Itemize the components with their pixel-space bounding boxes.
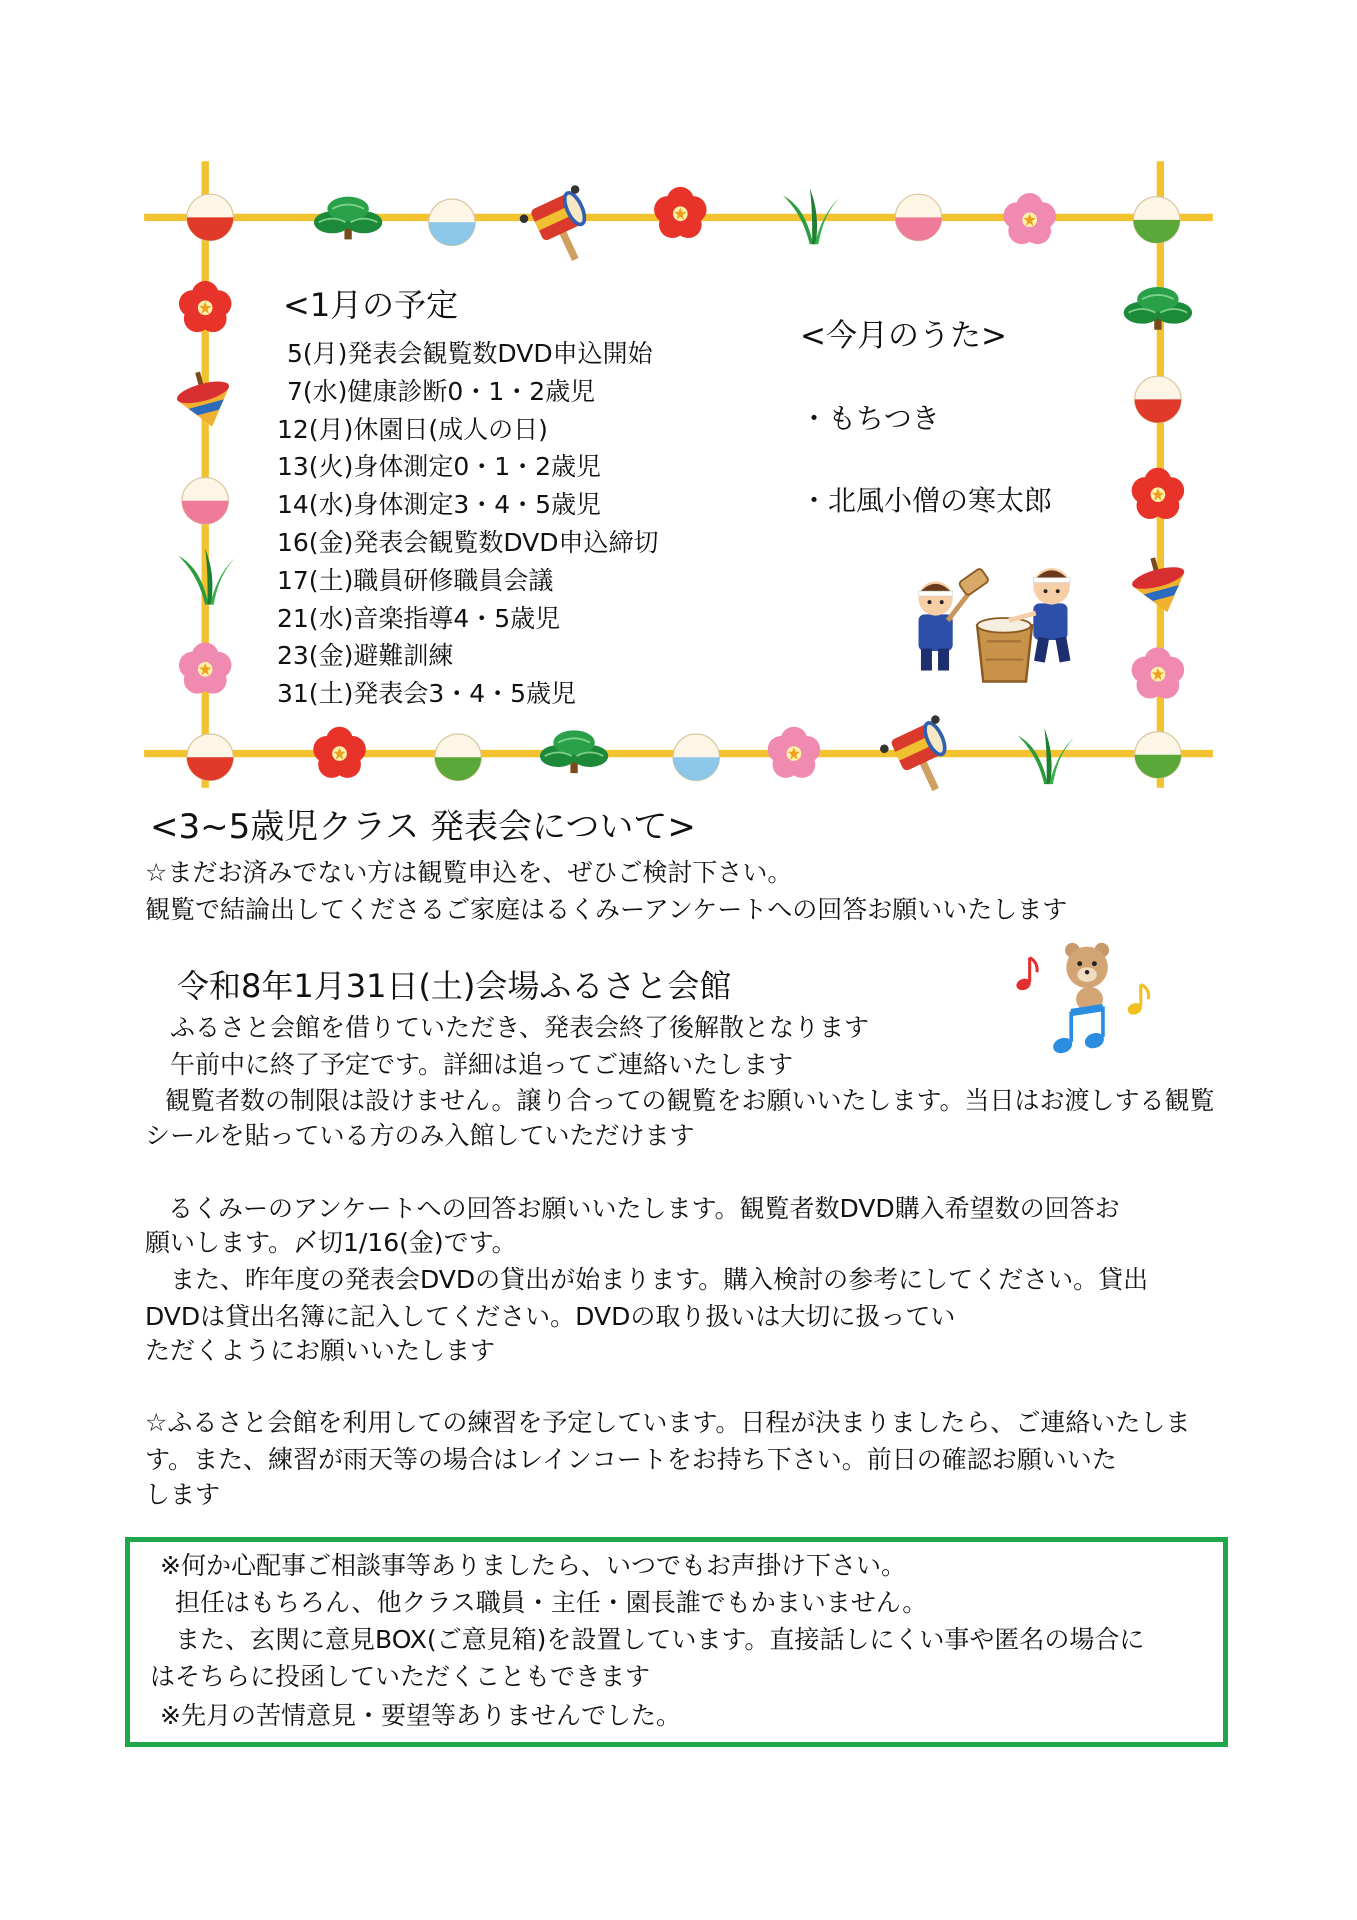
- song-of-month-title: <今月のうた>: [800, 318, 1007, 354]
- plum-flower-icon: [654, 187, 707, 238]
- temari-ball-icon: [182, 478, 228, 524]
- schedule-item: 5(月)発表会観覧数DVD申込開始: [287, 339, 653, 368]
- temari-ball-icon: [1135, 376, 1181, 422]
- recital-detail-line: 観覧者数の制限は設けません。譲り合っての観覧をお願いいたします。当日はお渡しする観覧: [165, 1086, 1215, 1115]
- notice-line: ※何か心配事ご相談事等ありましたら、いつでもお声掛け下さい。: [160, 1551, 906, 1580]
- pine-icon: [314, 197, 382, 240]
- den-den-drum-icon: [877, 714, 967, 804]
- schedule-item: 14(水)身体測定3・4・5歳児: [277, 490, 602, 520]
- temari-ball-icon: [673, 734, 719, 780]
- schedule-list: [277, 341, 757, 719]
- temari-ball-icon: [435, 734, 481, 780]
- temari-ball-icon: [895, 194, 941, 240]
- plum-flower-icon: [1132, 468, 1185, 519]
- schedule-title: <1月の予定: [283, 286, 459, 324]
- plum-flower-icon: [1132, 647, 1185, 698]
- song-item: ・もちつき: [800, 402, 940, 435]
- music-bear-illustration: [1015, 943, 1149, 1056]
- song-item: ・北風小僧の寒太郎: [800, 484, 1053, 517]
- temari-ball-icon: [429, 199, 475, 245]
- red-music-note-icon: [1015, 958, 1037, 993]
- schedule-item: 12(月)休園日(成人の日): [277, 414, 548, 444]
- temari-ball-icon: [1133, 197, 1179, 243]
- notice-line: また、玄関に意見BOX(ご意見箱)を設置しています。直接話しにくい事や匿名の場合に: [175, 1625, 1145, 1654]
- schedule-item: 13(火)身体測定0・1・2歳児: [277, 452, 602, 482]
- recital-detail-line: 午前中に終了予定です。詳細は追ってご連絡いたします: [170, 1050, 794, 1079]
- practice-info-line: ☆ふるさと会館を利用しての練習を予定しています。日程が決まりましたら、ご連絡いたしま: [145, 1408, 1191, 1437]
- mochitsuki-children-illustration: [919, 568, 1071, 682]
- temari-ball-icon: [187, 194, 233, 240]
- recital-section-title: <3~5歳児クラス 発表会について>: [150, 807, 696, 847]
- notice-line: はそちらに投函していただくこともできます: [150, 1662, 651, 1691]
- practice-info-line: します: [145, 1480, 221, 1509]
- temari-ball-icon: [1135, 732, 1181, 778]
- schedule-item: 16(金)発表会観覧数DVD申込締切: [277, 527, 659, 557]
- recital-date-venue: 令和8年1月31日(土)会場ふるさと会館: [177, 967, 732, 1005]
- notice-line: ※先月の苦情意見・要望等ありませんでした。: [160, 1701, 681, 1730]
- dvd-info-line: DVDは貸出名簿に記入してください。DVDの取り扱いは大切に扱ってい: [145, 1302, 956, 1331]
- plum-flower-icon: [768, 727, 821, 778]
- dvd-info-line: るくみーのアンケートへの回答お願いいたします。観覧者数DVD購入希望数の回答お: [168, 1194, 1120, 1223]
- schedule-item: 7(水)健康診断0・1・2歳児: [287, 376, 596, 406]
- plum-flower-icon: [1003, 193, 1056, 244]
- recital-intro-line: 観覧で結論出してくださるご家庭はるくみーアンケートへの回答お願いいたします: [145, 895, 1068, 924]
- dvd-info-line: また、昨年度の発表会DVDの貸出が始まります。購入検討の参考にしてください。貸出: [145, 1265, 1149, 1294]
- plum-flower-icon: [179, 642, 232, 693]
- recital-detail-line: ふるさと会館を借りていただき、発表会終了後解散となります: [170, 1013, 870, 1042]
- plum-flower-icon: [179, 281, 232, 332]
- practice-info-line: す。また、練習が雨天等の場合はレインコートをお持ち下さい。前日の確認お願いいた: [145, 1445, 1117, 1474]
- den-den-drum-icon: [516, 184, 606, 274]
- notice-line: 担任はもちろん、他クラス職員・主任・園長誰でもかまいません。: [175, 1588, 928, 1617]
- blue-music-note-icon: [1051, 1006, 1106, 1055]
- schedule-item: 31(土)発表会3・4・5歳児: [277, 679, 577, 709]
- temari-ball-icon: [187, 734, 233, 780]
- recital-detail-line: シールを貼っている方のみ入館していただけます: [145, 1121, 695, 1150]
- schedule-item: 17(土)職員研修職員会議: [277, 565, 554, 595]
- schedule-item: 21(水)音楽指導4・5歳児: [277, 603, 561, 633]
- schedule-item: 23(金)避難訓練: [277, 641, 454, 671]
- dvd-info-line: 願いします。〆切1/16(金)です。: [145, 1228, 517, 1257]
- recital-intro-line: ☆まだお済みでない方は観覧申込を、ぜひご検討下さい。: [145, 858, 793, 887]
- plum-flower-icon: [313, 727, 366, 778]
- yellow-music-note-icon: [1126, 984, 1149, 1016]
- pine-icon: [540, 730, 608, 773]
- pine-icon: [1124, 287, 1192, 330]
- dvd-info-line: ただくようにお願いいたします: [145, 1336, 496, 1365]
